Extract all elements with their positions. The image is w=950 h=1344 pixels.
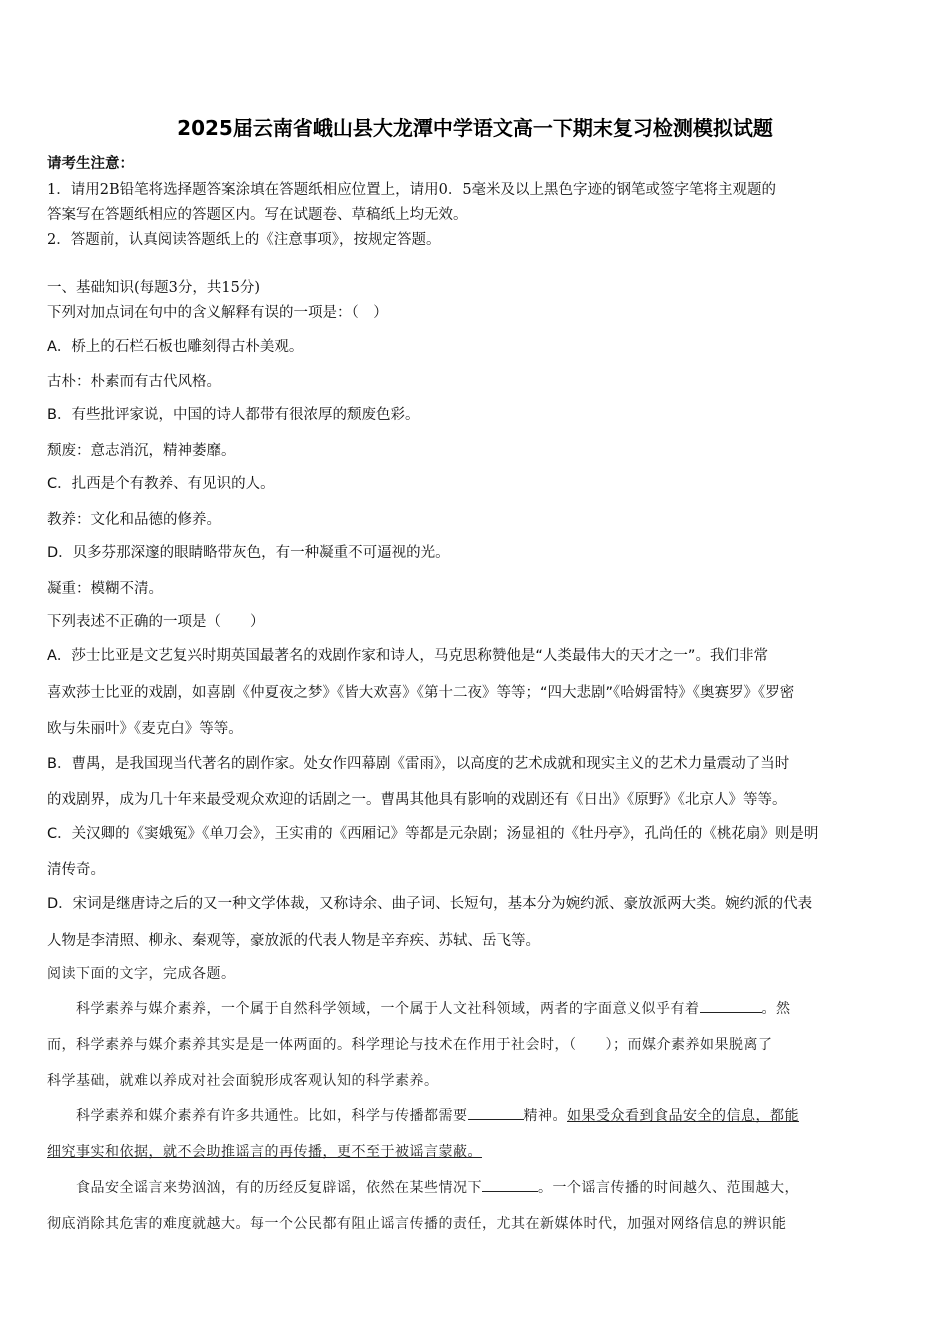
notice-item-1-line-2: 答案写在答题纸相应的答题区内。写在试题卷、草稿纸上均无效。 bbox=[47, 207, 468, 223]
reading-intro: 阅读下面的文字，完成各题。 bbox=[47, 966, 236, 982]
passage-text: 食品安全谣言来势汹汹，有的历经反复辟谣，依然在某些情况下 bbox=[76, 1180, 482, 1196]
section-heading: 一、基础知识(每题3分，共15分) bbox=[47, 280, 260, 296]
question-2-option-d-line-1: D．宋词是继唐诗之后的又一种文学体裁，又称诗余、曲子词、长短句，基本分为婉约派、豪放派两大类。婉约派的代表 bbox=[47, 896, 813, 912]
passage-text: 科学素养和媒介素养有许多共通性。比如，科学与传播都需要 bbox=[76, 1108, 468, 1124]
question-2-option-b-line-1: B．曹禺，是我国现当代著名的剧作家。处女作四幕剧《雷雨》，以高度的艺术成就和现实主义的艺术力量震动了当时 bbox=[47, 756, 790, 772]
question-2-option-d-line-2: 人物是李清照、柳永、秦观等，豪放派的代表人物是辛弃疾、苏轼、岳飞等。 bbox=[47, 933, 540, 949]
answer-blank-1 bbox=[700, 999, 762, 1013]
question-2-option-c-line-2: 清传奇。 bbox=[47, 862, 105, 878]
notice-heading: 请考生注意： bbox=[47, 156, 134, 172]
passage-paragraph-3-line-2: 彻底消除其危害的难度就越大。每一个公民都有阻止谣言传播的责任，尤其在新媒体时代，加强对网络信息的辨识能 bbox=[47, 1216, 787, 1232]
question-1-stem: 下列对加点词在句中的含义解释有误的一项是：（ ） bbox=[47, 305, 388, 321]
passage-paragraph-1-line-3: 科学基础，就难以养成对社会面貌形成客观认知的科学素养。 bbox=[47, 1073, 439, 1089]
passage-text: 科学素养与媒介素养，一个属于自然科学领域，一个属于人文社科领域，两者的字面意义似乎有着 bbox=[76, 1001, 700, 1017]
question-1-option-d-note: 凝重：模糊不清。 bbox=[47, 581, 163, 597]
question-2-option-a-line-2: 喜欢莎士比亚的戏剧，如喜剧《仲夏夜之梦》《皆大欢喜》《第十二夜》等等；“四大悲剧”《哈姆雷特》《奥赛罗》《罗密 bbox=[47, 685, 795, 701]
question-1-option-a-note: 古朴：朴素而有古代风格。 bbox=[47, 374, 221, 390]
passage-text: 精神。 bbox=[523, 1108, 567, 1124]
answer-blank-3 bbox=[482, 1178, 538, 1192]
passage-paragraph-1-line-1 bbox=[76, 998, 791, 1018]
question-1-option-c-note: 教养：文化和品德的修养。 bbox=[47, 512, 221, 528]
passage-text: 。一个谣言传播的时间越久、范围越大， bbox=[538, 1180, 799, 1196]
notice-item-1-line-1: 1．请用2B铅笔将选择题答案涂填在答题纸相应位置上，请用0．5毫米及以上黑色字迹的钢笔或签字笔将主观题的 bbox=[47, 182, 777, 198]
notice-item-2: 2．答题前，认真阅读答题纸上的《注意事项》，按规定答题。 bbox=[47, 232, 441, 248]
question-2-option-a-line-1: A．莎士比亚是文艺复兴时期英国最著名的戏剧作家和诗人，马克思称赞他是“人类最伟大的天才之一”。我们非常 bbox=[47, 648, 768, 664]
question-2-option-a-line-3: 欧与朱丽叶》《麦克白》等等。 bbox=[47, 721, 243, 737]
question-2-option-c-line-1: C．关汉卿的《窦娥冤》《单刀会》，王实甫的《西厢记》等都是元杂剧；汤显祖的《牡丹亭》，孔尚任的《桃花扇》则是明 bbox=[47, 826, 819, 842]
underlined-sentence: 如果受众看到食品安全的信息，都能 bbox=[567, 1108, 799, 1124]
underlined-sentence-continued: 细究事实和依据，就不会助推谣言的再传播，更不至于被谣言蒙蔽。 bbox=[47, 1144, 482, 1160]
question-1-option-b-note: 颓废：意志消沉，精神萎靡。 bbox=[47, 443, 236, 459]
question-2-option-b-line-2: 的戏剧界，成为几十年来最受观众欢迎的话剧之一。曹禺其他具有影响的戏剧还有《日出》《原野》《北京人》等等。 bbox=[47, 792, 787, 808]
question-2-stem: 下列表述不正确的一项是（ ） bbox=[47, 614, 265, 630]
page-title: 2025届云南省峨山县大龙潭中学语文高一下期末复习检测模拟试题 bbox=[177, 116, 773, 140]
passage-paragraph-3-line-1 bbox=[76, 1177, 799, 1197]
answer-blank-2 bbox=[468, 1106, 524, 1120]
passage-text: 。然 bbox=[761, 1001, 791, 1017]
question-1-option-d: D．贝多芬那深邃的眼睛略带灰色，有一种凝重不可逼视的光。 bbox=[47, 545, 450, 561]
question-1-option-a: A．桥上的石栏石板也雕刻得古朴美观。 bbox=[47, 339, 304, 355]
question-1-option-c: C．扎西是个有教养、有见识的人。 bbox=[47, 476, 275, 492]
passage-paragraph-1-line-2: 而，科学素养与媒介素养其实是是一体两面的。科学理论与技术在作用于社会时，（ ）；而媒介素养如果脱离了 bbox=[47, 1037, 773, 1053]
question-1-option-b: B．有些批评家说，中国的诗人都带有很浓厚的颓废色彩。 bbox=[47, 407, 420, 423]
passage-paragraph-2-line-1 bbox=[76, 1105, 799, 1125]
